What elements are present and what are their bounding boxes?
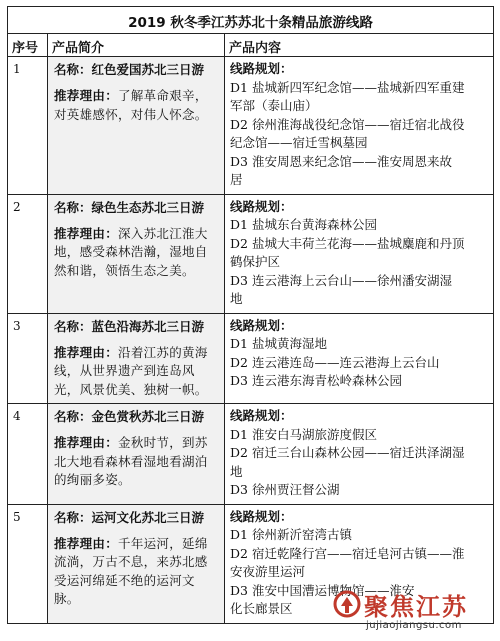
product-intro bbox=[48, 404, 225, 505]
route-line: D3 连云港东海青松岭森林公园 bbox=[230, 373, 402, 388]
route-line: D1 盐城东台黄海森林公园 bbox=[230, 217, 377, 232]
reason-text: 沿着江苏的黄海线，从世界遗产到连岛风光，风景优美、独树一帜。 bbox=[54, 344, 208, 397]
recommend-reason bbox=[54, 87, 218, 124]
table-body bbox=[8, 57, 494, 624]
route-line: D1 盐城黄海湿地 bbox=[230, 336, 327, 351]
product-intro bbox=[48, 313, 225, 404]
recommend-reason bbox=[54, 225, 218, 281]
product-intro bbox=[48, 194, 225, 313]
route-table bbox=[7, 6, 494, 624]
route-line: 鹤保护区 bbox=[230, 254, 281, 269]
route-plan-label: 线路规划： bbox=[230, 508, 293, 524]
route-plan-label: 线路规划： bbox=[230, 408, 293, 423]
route-line: 居 bbox=[230, 172, 243, 187]
product-content bbox=[225, 404, 494, 505]
row-index: 5 bbox=[8, 504, 48, 623]
route-line: 化长廊景区 bbox=[230, 601, 293, 616]
reason-label: 推荐理由： bbox=[54, 535, 119, 551]
reason-text: 金秋时节，到苏北大地看森林看湿地看湖泊的绚丽多姿。 bbox=[54, 435, 208, 487]
route-line: 地 bbox=[230, 463, 243, 479]
recommend-reason bbox=[54, 434, 218, 490]
route-name: 名称：绿色生态苏北三日游 bbox=[54, 199, 205, 215]
header-content: 产品内容 bbox=[225, 34, 494, 57]
route-plan-label: 线路规划： bbox=[230, 317, 293, 333]
product-content bbox=[225, 194, 494, 313]
route-line: D2 宿迁乾隆行宫——宿迁皂河古镇——淮 bbox=[230, 545, 465, 561]
route-line: D2 宿迁三台山森林公园——宿迁洪泽湖湿 bbox=[230, 445, 465, 460]
route-line: 安夜游里运河 bbox=[230, 564, 306, 579]
route-line: D1 徐州新沂窑湾古镇 bbox=[230, 527, 352, 542]
header-row bbox=[8, 34, 494, 57]
watermark-url: jujiaojiangsu.com bbox=[366, 620, 462, 631]
product-content bbox=[225, 57, 494, 195]
row-index: 4 bbox=[8, 404, 48, 505]
table-title: 2019 秋冬季江苏苏北十条精品旅游线路 bbox=[8, 7, 494, 34]
reason-text: 深入苏北江淮大地，感受森林浩瀚，湿地自然和谐，领悟生态之美。 bbox=[54, 225, 208, 278]
route-line: D1 淮安白马湖旅游度假区 bbox=[230, 426, 377, 442]
route-line: D2 徐州淮海战役纪念馆——宿迁宿北战役 bbox=[230, 116, 465, 132]
route-line: D3 淮安周恩来纪念馆——淮安周恩来故 bbox=[230, 153, 452, 169]
reason-label: 推荐理由： bbox=[54, 88, 119, 103]
reason-label: 推荐理由： bbox=[54, 225, 119, 241]
recommend-reason bbox=[54, 344, 218, 400]
watermark bbox=[332, 587, 494, 635]
watermark-logo-icon bbox=[332, 589, 362, 619]
route-line: D3 徐州贾汪督公湖 bbox=[230, 482, 340, 497]
header-intro: 产品简介 bbox=[48, 34, 225, 57]
route-line: 军部（泰山庙） bbox=[230, 98, 318, 113]
product-content bbox=[225, 313, 494, 404]
route-plan-label: 线路规划： bbox=[230, 198, 293, 214]
route-line: D3 连云港海上云台山——徐州潘安湖湿 bbox=[230, 272, 452, 288]
row-index: 2 bbox=[8, 194, 48, 313]
table-row bbox=[8, 194, 494, 313]
header-index: 序号 bbox=[8, 34, 48, 57]
product-intro bbox=[48, 57, 225, 195]
route-line: D1 盐城新四军纪念馆——盐城新四军重建 bbox=[230, 79, 465, 95]
route-line: 地 bbox=[230, 291, 243, 306]
reason-text: 千年运河，延绵流淌，万古不息，来苏北感受运河绵延不绝的运河文脉。 bbox=[54, 535, 208, 606]
reason-label: 推荐理由： bbox=[54, 435, 119, 450]
route-plan-label: 线路规划： bbox=[230, 61, 293, 76]
recommend-reason bbox=[54, 535, 218, 609]
route-line: D2 盐城大丰荷兰花海——盐城麋鹿和丹顶 bbox=[230, 235, 465, 251]
table-row bbox=[8, 404, 494, 505]
route-name: 名称：蓝色沿海苏北三日游 bbox=[54, 318, 205, 334]
route-line: 纪念馆——宿迁雪枫墓园 bbox=[230, 135, 368, 150]
reason-label: 推荐理由： bbox=[54, 344, 119, 360]
reason-text: 了解革命艰辛，对英雄感怀，对伟人怀念。 bbox=[54, 88, 208, 122]
route-name: 名称：金色赏秋苏北三日游 bbox=[54, 409, 205, 424]
row-index: 1 bbox=[8, 57, 48, 195]
route-name: 名称：红色爱国苏北三日游 bbox=[54, 62, 205, 77]
route-line: D2 连云港连岛——连云港海上云台山 bbox=[230, 354, 440, 370]
product-intro bbox=[48, 504, 225, 623]
watermark-text: 聚焦江苏 bbox=[364, 593, 468, 621]
route-line: D3 淮安中国漕运博物馆——淮安 bbox=[230, 582, 415, 598]
row-index: 3 bbox=[8, 313, 48, 404]
table-row bbox=[8, 313, 494, 404]
route-name: 名称：运河文化苏北三日游 bbox=[54, 509, 205, 525]
table-row bbox=[8, 57, 494, 195]
